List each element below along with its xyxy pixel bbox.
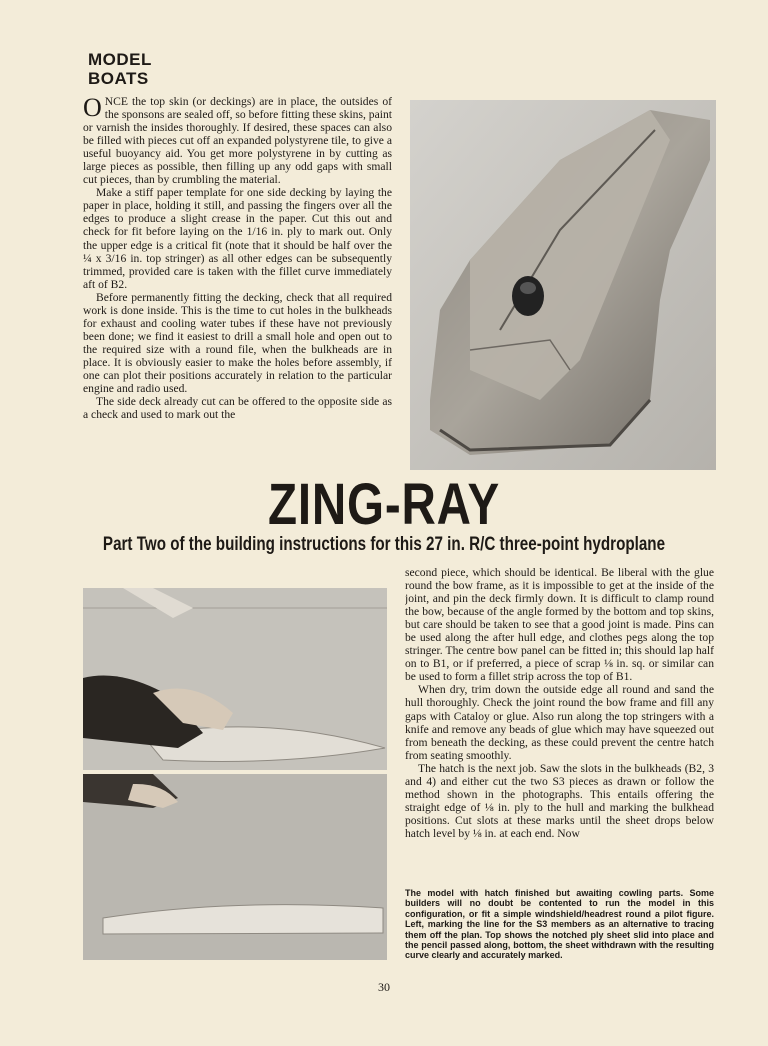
- hull-photo-image: [410, 100, 716, 470]
- left-paragraph-2: Make a stiff paper template for one side decking by laying the paper in place, holding it still, and passing the fingers over all the edges to produce a slight crease in the paper. Cut this out and check for fit before laying on the 1/16 in. ply to mark out. Only the upper edge is a critical fit (note that it should be half over the ¼ x 3/16 in. top stringer) as all other edges can be subsequently trimmed, provided care is taken with the fillet curve immediately aft of B2.: [83, 186, 392, 291]
- photo-caption: The model with hatch finished but awaiting cowling parts. Some builders will no doubt be contented to run the model in this configuration, or fit a simple windshield/headrest round a pilot figure. Left, marking the line for the S3 members as an alternative to tracing them off the plan. Top shows the notched ply sheet slid into place and the pencil passed along, bottom, the sheet withdrawn with the resulting curve clearly and accurately marked.: [405, 888, 714, 961]
- left-paragraph-4: The side deck already cut can be offered to the opposite side as a check and used to mark out the: [83, 395, 392, 422]
- marking-photos: [83, 588, 387, 960]
- section-label-line1: MODEL: [88, 50, 152, 69]
- left-paragraph-1: ONCE the top skin (or deckings) are in place, the outsides of the sponsons are sealed off, so before fitting these skins, paint or varnish the insides thoroughly. If desired, these spaces can also be filled with pieces cut off an expanded polystyrene tile, to give a useful buoyancy aid. You get more polystyrene in by cutting as large pieces as possible, then filling up any odd gaps with small cut pieces, than by crumbling the material.: [83, 95, 392, 187]
- section-label-line2: BOATS: [88, 69, 149, 88]
- right-paragraph-1: second piece, which should be identical. Be liberal with the glue round the bow frame, as it is impossible to get at the inside of the joint, and pin the deck firmly down. It is difficult to clamp round the bow, because of the angle formed by the bottom and top skins, but care should be taken to see that a good joint is made. Pins can be used along the after hull edge, and clothes pegs along the top stringer. The centre bow panel can be fitted in; this should lap half on to B1, or if preferred, a piece of scrap ⅛ in. sq. or similar can be used to form a fillet strip across the top of B1.: [405, 566, 714, 684]
- section-label: [88, 50, 152, 88]
- hull-photo: [410, 100, 716, 470]
- drop-cap: O: [83, 95, 102, 122]
- left-paragraph-3: Before permanently fitting the decking, check that all required work is done inside. This is the time to cut holes in the bulkheads for exhaust and cooling water tubes if these have not previously been done; we find it easiest to drill a small hole and open out to the required size with a round file, when the bulkheads are in place. It is obviously easier to make the holes before assembly, if one can plot their positions accurately in relation to the particular engine and radio used.: [83, 290, 392, 396]
- right-text-column: [405, 566, 714, 886]
- page-number: 30: [378, 980, 390, 994]
- subheadline: Part Two of the building instructions for this 27 in. R/C three-point hydroplane: [102, 534, 666, 555]
- right-paragraph-3: The hatch is the next job. Saw the slots in the bulkheads (B2, 3 and 4) and either cut the two S3 pieces as drawn or follow the method shown in the photographs. This entails offering the straight edge of ⅛ in. ply to the hull and marking the bulkhead positions. Cut slots at these marks until the sheet drops below hatch level by ⅛ in. at each end. Now: [405, 761, 714, 840]
- left-text-column: [83, 95, 392, 477]
- right-paragraph-2: When dry, trim down the outside edge all round and sand the hull thoroughly. Check the joint round the bow frame and fill any gaps with Cataloy or glue. Also run along the top stringers with a knife and remove any beads of glue which may have squeezed out from beneath the decking, as these could prevent the centre hatch from seating smoothly.: [405, 683, 714, 762]
- marking-photos-image: [83, 588, 387, 960]
- headline: ZING-RAY: [267, 472, 501, 537]
